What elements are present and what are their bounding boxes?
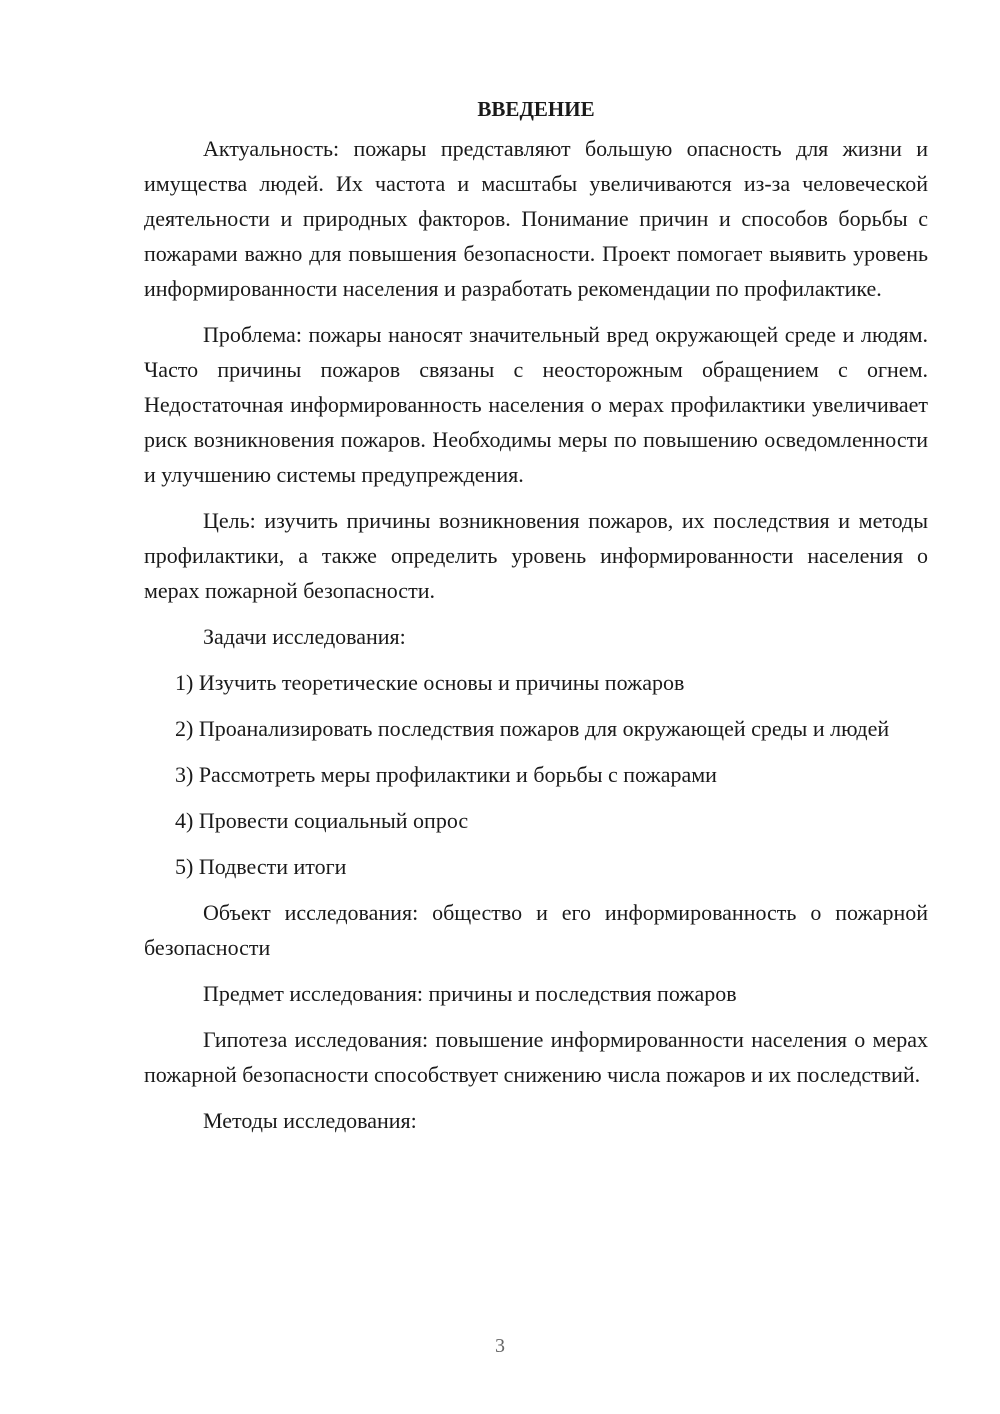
paragraph-object: Объект исследования: общество и его информированность о пожарной безопасности bbox=[144, 900, 928, 960]
task-item-3: 3) Рассмотреть меры профилактики и борьбы с пожарами bbox=[175, 762, 717, 787]
task-item-2: 2) Проанализировать последствия пожаров для окружающей среды и людей bbox=[175, 716, 890, 741]
paragraph-hypothesis: Гипотеза исследования: повышение информированности населения о мерах пожарной безопасности способствует снижению числа пожаров и их последствий. bbox=[144, 1027, 928, 1087]
section-title: ВВЕДЕНИЕ bbox=[477, 97, 595, 121]
document-page bbox=[144, 92, 928, 1149]
paragraph-goal: Цель: изучить причины возникновения пожаров, их последствия и методы профилактики, а также определить уровень информированности населения о мерах пожарной безопасности. bbox=[144, 508, 928, 603]
paragraph-methods: Методы исследования: bbox=[203, 1108, 417, 1133]
page-number: 3 bbox=[495, 1335, 505, 1357]
paragraph-tasks-heading: Задачи исследования: bbox=[203, 624, 406, 649]
paragraph-subject: Предмет исследования: причины и последствия пожаров bbox=[203, 981, 737, 1006]
task-item-5: 5) Подвести итоги bbox=[175, 854, 347, 879]
task-item-4: 4) Провести социальный опрос bbox=[175, 808, 469, 833]
task-item-1: 1) Изучить теоретические основы и причины пожаров bbox=[175, 670, 685, 695]
paragraph-relevance: Актуальность: пожары представляют большую опасность для жизни и имущества людей. Их частота и масштабы увеличиваются из-за человеческой деятельности и природных факторов. Понимание причин и способов борьбы с пожарами важно для повышения безопасности. Проект помогает выявить уровень информированности населения и разработать рекомендации по профилактике. bbox=[144, 136, 928, 301]
paragraph-problem: Проблема: пожары наносят значительный вред окружающей среде и людям. Часто причины пожаров связаны с неосторожным обращением с огнем. Недостаточная информированность населения о мерах профилактики увеличивает риск возникновения пожаров. Необходимы меры по повышению осведомленности и улучшению системы предупреждения. bbox=[144, 322, 928, 487]
